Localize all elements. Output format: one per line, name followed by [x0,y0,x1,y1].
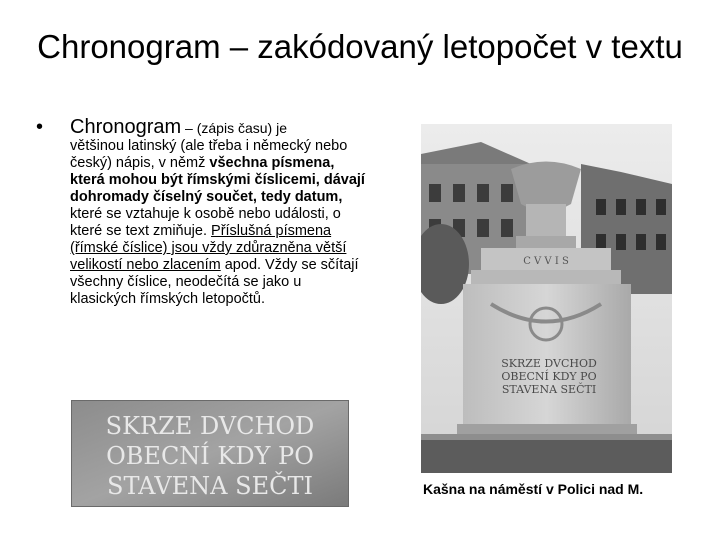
pedestal-band-text: C V V I S [523,256,569,267]
fountain-photo [421,124,672,473]
photo-caption: Kašna na náměstí v Polici nad M. [423,481,644,497]
pedestal-line-2: OBECNÍ KDY PO [501,370,597,383]
detail-line-2: OBECNÍ KDY PO [106,442,314,470]
bullet-dot-icon: • [36,116,44,138]
body-paragraph [70,138,370,308]
body-segment-normal: většinou latinský (ale třeba i německý nebo český) nápis, v němž [70,138,348,171]
detail-line-1: SKRZE DVCHOD [105,412,315,440]
pedestal-line-3: STAVENA SEČTI [501,383,597,396]
body-segment-bold: všechna písmena, která mohou být římskými číslicemi, dávají dohromady číselný součet, tedy datum, [70,155,365,205]
inscription-detail-photo [71,400,349,507]
detail-line-3: STAVENA SEČTI [107,472,313,500]
slide-title: Chronogram – zakódovaný letopočet v textu [37,28,683,65]
pedestal-line-1: SKRZE DVCHOD [501,357,597,370]
bullet-term-note: – (zápis času) je [181,120,287,136]
body-segment-normal: apod. Vždy se sčítají všechny číslice, neodečítá se jako u klasických římských letopočtů. [70,257,359,307]
body-segment-underline: Příslušná písmena (římské číslice) jsou vždy zdůrazněna větší velikostí nebo zlacením [70,223,347,273]
body-segment-normal: které se vztahuje k osobě nebo události, o které se text zmiňuje. [70,206,341,239]
bullet-term-line [70,116,287,139]
bullet-term: Chronogram [70,116,182,138]
